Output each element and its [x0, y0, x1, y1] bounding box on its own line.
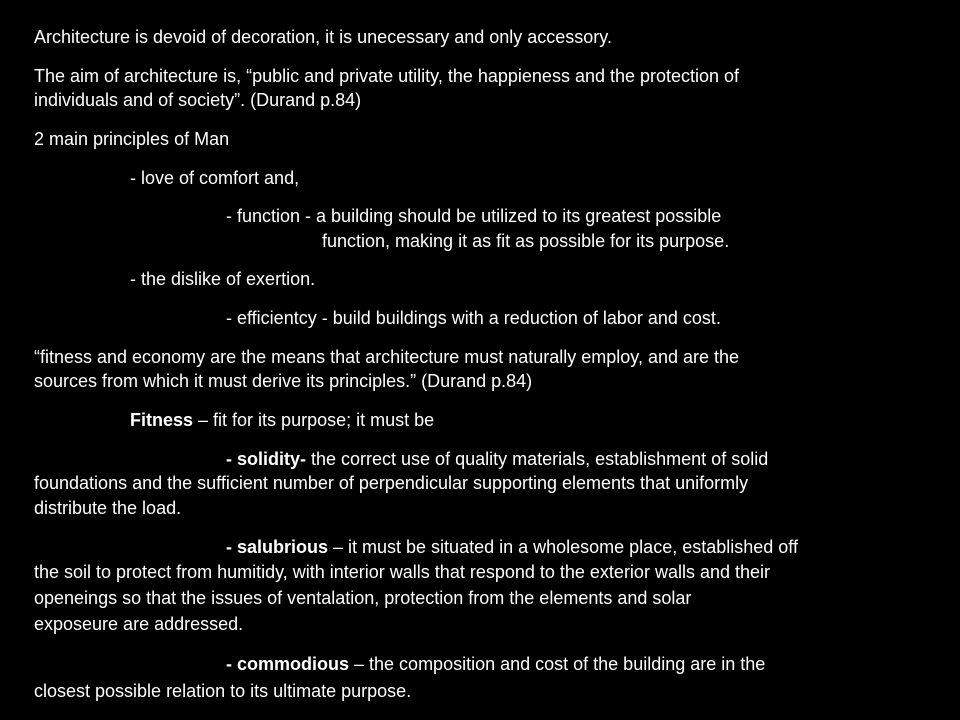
principles-heading: 2 main principles of Man: [34, 129, 230, 149]
salubrious-text-1: – it must be situated in a wholesome place, established off: [328, 537, 798, 557]
salubrious-term: - salubrious: [226, 537, 329, 557]
salubrious-line-2: the soil to protect from humitidy, with interior walls that respond to the exterior walls and their: [34, 562, 770, 582]
love-of-comfort-item: - love of comfort and,: [130, 168, 300, 188]
solidity-text-1: the correct use of quality materials, establishment of solid: [306, 449, 769, 469]
salubrious-line-3: openeings so that the issues of ventalation, protection from the elements and solar: [34, 588, 692, 608]
commodious-term: - commodious: [226, 654, 350, 674]
efficiency-item: - efficientcy - build buildings with a reduction of labor and cost.: [226, 308, 721, 328]
commodious-line-1: [226, 652, 765, 676]
salubrious-line-4: exposeure are addressed.: [34, 614, 244, 634]
fitness-definition: – fit for its purpose; it must be: [193, 410, 435, 430]
fitness-term: Fitness: [130, 410, 194, 430]
quote-line-1: “fitness and economy are the means that architecture must naturally employ, and are the: [34, 347, 740, 367]
solidity-term: - solidity-: [226, 449, 306, 469]
commodious-text-1: – the composition and cost of the building are in the: [349, 654, 766, 674]
commodious-line-2: closest possible relation to its ultimate purpose.: [34, 681, 412, 701]
function-item-line-2: function, making it as fit as possible for its purpose.: [322, 231, 730, 251]
solidity-line-3: distribute the load.: [34, 498, 182, 518]
aim-text-line-2: individuals and of society”. (Durand p.84): [34, 90, 362, 110]
aim-text-line-1: The aim of architecture is, “public and private utility, the happieness and the protection of: [34, 66, 740, 86]
salubrious-line-1: [226, 535, 798, 559]
function-item-line-1: - function - a building should be utilized to its greatest possible: [226, 206, 722, 226]
solidity-line-1: [226, 447, 768, 471]
dislike-exertion-item: - the dislike of exertion.: [130, 269, 316, 289]
intro-text: Architecture is devoid of decoration, it is unecessary and only accessory.: [34, 27, 612, 47]
fitness-line: [130, 408, 434, 432]
quote-line-2: sources from which it must derive its principles.” (Durand p.84): [34, 371, 533, 391]
solidity-line-2: foundations and the sufficient number of perpendicular supporting elements that uniformly: [34, 473, 749, 493]
